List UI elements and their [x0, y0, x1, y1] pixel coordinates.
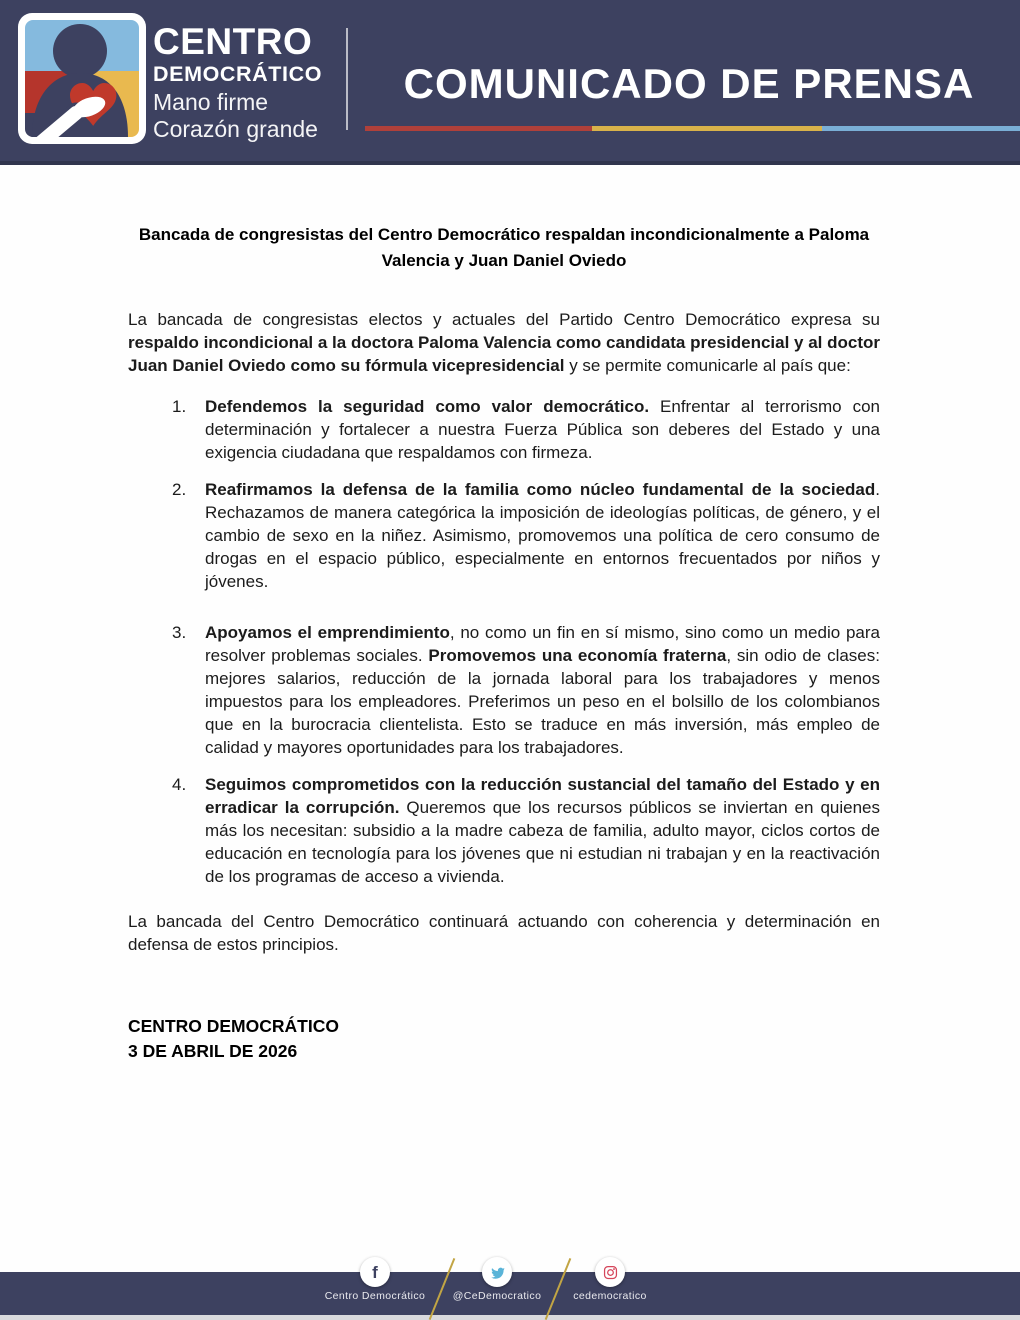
- list-item: [128, 478, 880, 593]
- intro-paragraph: La bancada de congresistas electos y actuales del Partido Centro Democrático expresa su respaldo incondicional a la doctora Paloma Valencia como candidata presidencial y al doctor Juan Daniel Oviedo como su fórmula vicepresidencial y se permite comunicarle al país que:: [128, 310, 881, 375]
- list-item-number: 4.: [172, 775, 187, 794]
- party-logo: [18, 13, 146, 144]
- tricolor-blue-segment: [822, 126, 1020, 131]
- tricolor-red-segment: [365, 126, 592, 131]
- list-item: [128, 395, 880, 464]
- instagram-icon[interactable]: [595, 1257, 625, 1287]
- list-item: [128, 621, 880, 759]
- party-logo-icon: [18, 13, 146, 144]
- party-name-line1: CENTRO: [153, 21, 313, 62]
- list-item-number: 3.: [172, 623, 187, 642]
- list-item-text: Defendemos la seguridad como valor democrático. Enfrentar al terrorismo con determinación y fortalecer a nuestra Fuerza Pública son deberes del Estado y una exigencia ciudadana que respaldamos con firmeza.: [205, 397, 881, 462]
- signature-date: 3 DE ABRIL DE 2026: [128, 1041, 298, 1061]
- list-item: [128, 773, 880, 888]
- list-item-text: Apoyamos el emprendimiento, no como un fin en sí mismo, sino como un medio para resolver problemas sociales. Promovemos una economía fraterna, sin odio de clases: mejores salarios, reducción de la jornada laboral para los trabajadores y menos impuestos para los empleadores. Preferimos un peso en el bolsillo de los colombianos que en la burocracia clientelista. Esto se traduce en más inversión, más empleo de calidad y mayores oportunidades para los trabajadores.: [205, 623, 880, 757]
- signature-party: CENTRO DEMOCRÁTICO: [128, 1016, 339, 1036]
- document-title: Bancada de congresistas del Centro Democrático respaldan incondicionalmente a Paloma Valencia y Juan Daniel Oviedo: [138, 225, 870, 270]
- list-item-number: 1.: [172, 397, 187, 416]
- tricolor-gold-segment: [592, 126, 822, 131]
- press-release-header: [0, 0, 1020, 165]
- document-content: [128, 165, 880, 1064]
- list-item-text: Reafirmamos la defensa de la familia como núcleo fundamental de la sociedad. Rechazamos de manera categórica la imposición de ideologías políticas, de género, y el cambio de sexo en la niñez. Asimismo, promovemos una política de cero consumo de drogas en el espacio público, especialmente en entornos frecuentados por niños y jóvenes.: [205, 480, 880, 591]
- banner-title: COMUNICADO DE PRENSA: [403, 60, 975, 107]
- closing-paragraph: La bancada del Centro Democrático continuará actuando con coherencia y determinación en defensa de estos principios.: [128, 912, 880, 954]
- footer-bottom-edge: [0, 1315, 1020, 1320]
- party-name-line2: DEMOCRÁTICO: [153, 62, 323, 86]
- instagram-label: cedemocratico: [573, 1290, 647, 1302]
- party-tagline-line2: Corazón grande: [153, 116, 318, 142]
- facebook-label: Centro Democrático: [324, 1290, 426, 1302]
- list-item-text: Seguimos comprometidos con la reducción sustancial del tamaño del Estado y en erradicar la corrupción. Queremos que los recursos públicos se inviertan en quienes más los necesitan: subsidio a la madre cabeza de familia, adulto mayor, ciclos cortos de educación en tecnología para los jóvenes que ni estudian ni trabajan y en la reactivación de los programas de acceso a vivienda.: [205, 775, 880, 886]
- press-release-list: [128, 395, 880, 888]
- party-tagline-line1: Mano firme: [153, 89, 269, 115]
- list-item-number: 2.: [172, 480, 187, 499]
- tricolor-underline: [365, 126, 1020, 131]
- twitter-icon[interactable]: [482, 1257, 512, 1287]
- header-divider: [346, 28, 348, 130]
- party-logo-text: [153, 22, 322, 143]
- facebook-icon[interactable]: f: [360, 1257, 390, 1287]
- signature-block: [128, 1014, 880, 1064]
- twitter-label: @CeDemocratico: [452, 1290, 542, 1302]
